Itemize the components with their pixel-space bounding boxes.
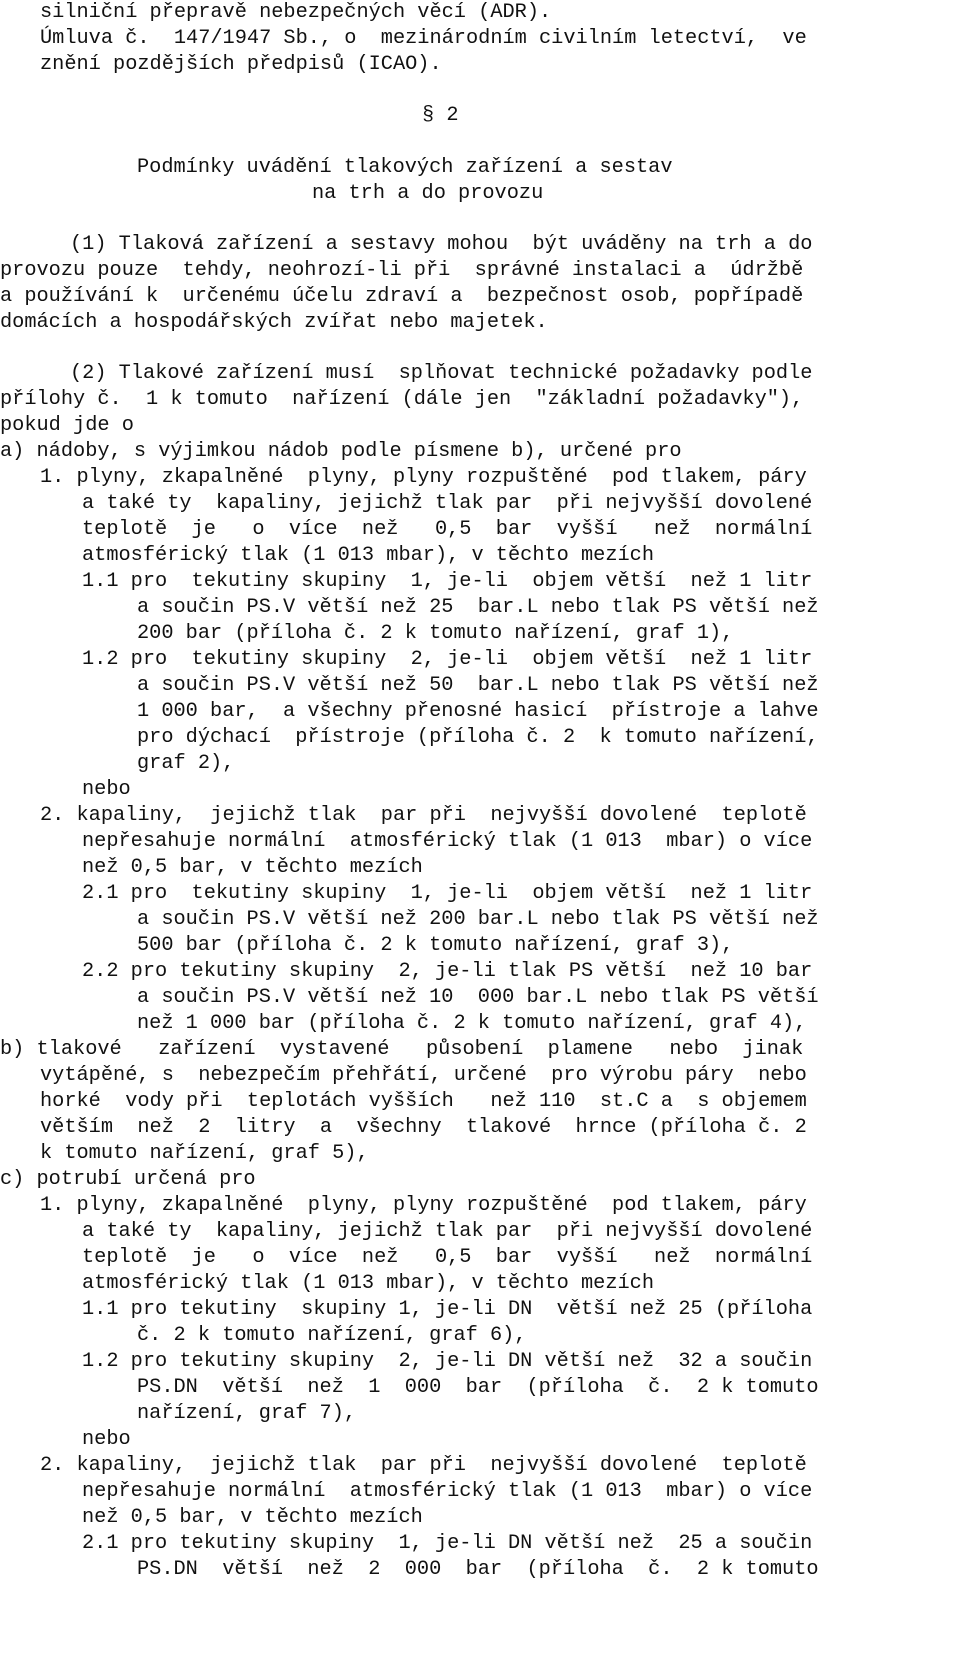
list-item: 2.1 pro tekutiny skupiny 1, je-li objem větší než 1 litr — [82, 882, 813, 905]
list-item: 2.1 pro tekutiny skupiny 1, je-li DN větší než 25 a součin — [82, 1532, 813, 1555]
text-line: a součin PS.V větší než 200 bar.L nebo tlak PS větší než — [137, 908, 819, 931]
text-line: nepřesahuje normální atmosférický tlak (1 013 mbar) o více — [82, 1480, 813, 1503]
text-line: než 1 000 bar (příloha č. 2 k tomuto nařízení, graf 4), — [137, 1012, 807, 1035]
section-title: na trh a do provozu — [312, 182, 544, 205]
text-line: a také ty kapaliny, jejichž tlak par při nejvyšší dovolené — [82, 492, 813, 515]
text-line: pro dýchací přístroje (příloha č. 2 k tomuto nařízení, — [137, 726, 819, 749]
text-line: a součin PS.V větší než 25 bar.L nebo tlak PS větší než — [137, 596, 819, 619]
list-item: 1.1 pro tekutiny skupiny 1, je-li objem větší než 1 litr — [82, 570, 813, 593]
list-item: 1. plyny, zkapalněné plyny, plyny rozpuštěné pod tlakem, páry — [40, 466, 807, 489]
text-line: nebo — [82, 778, 131, 801]
list-item-b: b) tlakové zařízení vystavené působení plamene nebo jinak — [0, 1038, 804, 1061]
text-line: a součin PS.V větší než 10 000 bar.L nebo tlak PS větší — [137, 986, 819, 1009]
text-line: přílohy č. 1 k tomuto nařízení (dále jen "základní požadavky"), — [0, 388, 804, 411]
list-item: 1. plyny, zkapalněné plyny, plyny rozpuštěné pod tlakem, páry — [40, 1194, 807, 1217]
section-number: § 2 — [422, 104, 459, 127]
text-line: teplotě je o více než 0,5 bar vyšší než normální — [82, 518, 813, 541]
list-item: 2. kapaliny, jejichž tlak par při nejvyšší dovolené teplotě — [40, 1454, 807, 1477]
text-line: nebo — [82, 1428, 131, 1451]
text-line: k tomuto nařízení, graf 5), — [40, 1142, 369, 1165]
text-line: domácích a hospodářských zvířat nebo majetek. — [0, 311, 548, 334]
text-line: nařízení, graf 7), — [137, 1402, 357, 1425]
text-line: větším než 2 litry a všechny tlakové hrnce (příloha č. 2 — [40, 1116, 807, 1139]
text-line: silniční přepravě nebezpečných věcí (ADR). — [40, 1, 552, 24]
text-line: a používání k určenému účelu zdraví a bezpečnost osob, popřípadě — [0, 285, 804, 308]
text-line: než 0,5 bar, v těchto mezích — [82, 1506, 423, 1529]
text-line: č. 2 k tomuto nařízení, graf 6), — [137, 1324, 527, 1347]
list-item: 2. kapaliny, jejichž tlak par při nejvyšší dovolené teplotě — [40, 804, 807, 827]
section-title: Podmínky uvádění tlakových zařízení a sestav — [137, 156, 673, 179]
paragraph-1: (1) Tlaková zařízení a sestavy mohou být uváděny na trh a do — [70, 233, 813, 256]
list-item: 1.2 pro tekutiny skupiny 2, je-li DN větší než 32 a součin — [82, 1350, 813, 1373]
text-line: horké vody při teplotách vyšších než 110 st.C a s objemem — [40, 1090, 807, 1113]
text-line: než 0,5 bar, v těchto mezích — [82, 856, 423, 879]
text-line: atmosférický tlak (1 013 mbar), v těchto mezích — [82, 1272, 655, 1295]
list-item: 1.1 pro tekutiny skupiny 1, je-li DN větší než 25 (příloha — [82, 1298, 813, 1321]
paragraph-2: (2) Tlakové zařízení musí splňovat technické požadavky podle — [70, 362, 813, 385]
text-line: nepřesahuje normální atmosférický tlak (1 013 mbar) o více — [82, 830, 813, 853]
text-line: 1 000 bar, a všechny přenosné hasicí přístroje a lahve — [137, 700, 819, 723]
text-line: teplotě je o více než 0,5 bar vyšší než normální — [82, 1246, 813, 1269]
text-line: znění pozdějších předpisů (ICAO). — [40, 53, 442, 76]
text-line: atmosférický tlak (1 013 mbar), v těchto mezích — [82, 544, 655, 567]
text-line: PS.DN větší než 1 000 bar (příloha č. 2 k tomuto — [137, 1376, 819, 1399]
text-line: a také ty kapaliny, jejichž tlak par při nejvyšší dovolené — [82, 1220, 813, 1243]
text-line: Úmluva č. 147/1947 Sb., o mezinárodním civilním letectví, ve — [40, 27, 807, 50]
list-item: 1.2 pro tekutiny skupiny 2, je-li objem větší než 1 litr — [82, 648, 813, 671]
list-item: 2.2 pro tekutiny skupiny 2, je-li tlak PS větší než 10 bar — [82, 960, 813, 983]
text-line: graf 2), — [137, 752, 235, 775]
text-line: pokud jde o — [0, 414, 134, 437]
text-line: a součin PS.V větší než 50 bar.L nebo tlak PS větší než — [137, 674, 819, 697]
text-line: vytápěné, s nebezpečím přehřátí, určené pro výrobu páry nebo — [40, 1064, 807, 1087]
text-line: 500 bar (příloha č. 2 k tomuto nařízení, graf 3), — [137, 934, 734, 957]
text-line: PS.DN větší než 2 000 bar (příloha č. 2 k tomuto — [137, 1558, 819, 1581]
list-item-a: a) nádoby, s výjimkou nádob podle písmene b), určené pro — [0, 440, 682, 463]
list-item-c: c) potrubí určená pro — [0, 1168, 256, 1191]
text-line: provozu pouze tehdy, neohrozí-li při správné instalaci a údržbě — [0, 259, 804, 282]
text-line: 200 bar (příloha č. 2 k tomuto nařízení, graf 1), — [137, 622, 734, 645]
